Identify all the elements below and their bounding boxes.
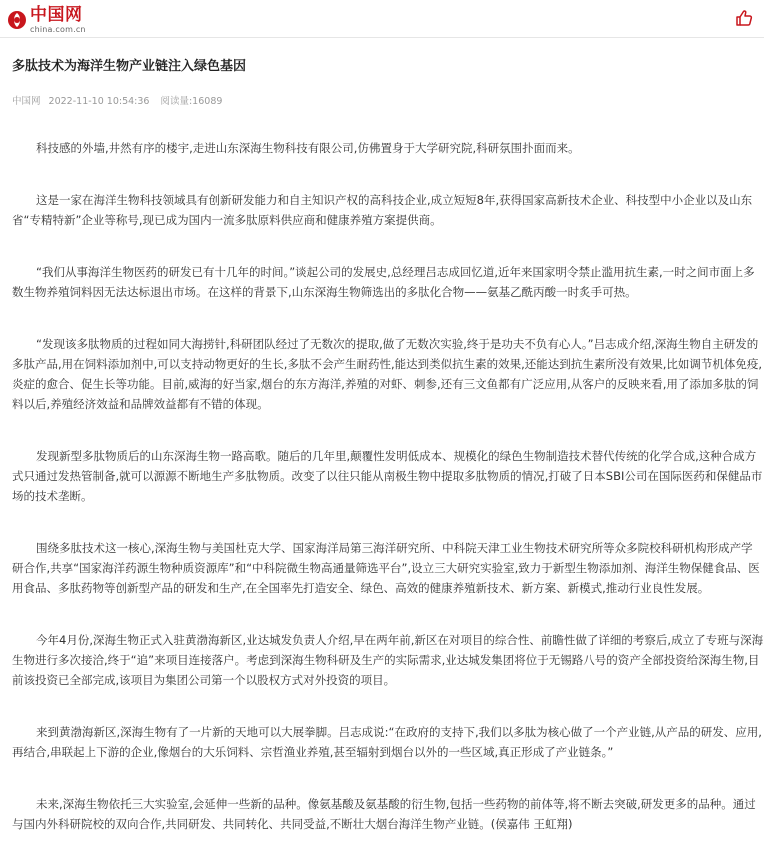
paragraph: “我们从事海洋生物医药的研发已有十几年的时间。”谈起公司的发展史,总经理吕志成回忆道,近年来国家明令禁止滥用抗生素,一时之间市面上多数生物养殖饲料因无法达标退出市场。在这样的背景下,山东深海生物筛选出的多肽化合物——氨基乙酰丙酸一时炙手可热。 [12,265,755,299]
article-datetime: 2022-11-10 10:54:36 [48,96,150,107]
paragraph: 发现新型多肽物质后的山东深海生物一路高歌。随后的几年里,颠覆性发明低成本、规模化的绿色生物制造技术替代传统的化学合成,这种合成方式只通过发热管制备,就可以源源不断地生产多肽物质。改变了以往只能从南极生物中提取多肽物质的情况,打破了日本SBI公司在国际医药和保健品市场的技术垄断。 [12,449,763,503]
logo-wordmark: 中国网 [30,4,83,25]
paragraph: 未来,深海生物依托三大实验室,会延伸一些新的品种。像氨基酸及氨基酸的衍生物,包括一些药物的前体等,将不断去突破,研发更多的品种。通过与国内外科研院校的双向合作,共同研发、共同转化、共同受益,不断壮大烟台海洋生物产业链。(侯嘉伟 王虹翔) [12,797,756,831]
article-title: 多肽技术为海洋生物产业链注入绿色基因 [12,59,247,74]
paragraph: 来到黄渤海新区,深海生物有了一片新的天地可以大展拳脚。吕志成说:“在政府的支持下,我们以多肽为核心做了一个产业链,从产品的研发、应用,再结合,串联起上下游的企业,像烟台的大乐饲料、宗哲渔业养殖,甚至辐射到烟台以外的一些区域,真正形成了产业链条。” [12,725,762,759]
article-body [12,138,764,866]
read-count: 阅读量:16089 [160,96,223,107]
thumbs-up-icon [734,8,754,28]
paragraph: “发现该多肽物质的过程如同大海捞针,科研团队经过了无数次的提取,做了无数次实验,终于是功夫不负有心人。”吕志成介绍,深海生物自主研发的多肽产品,用在饲料添加剂中,可以支持动物更好的生长,多肽不会产生耐药性,能达到类似抗生素的效果,还能达到抗生素所没有效果,比如调节机体免疫,炎症的愈合、促生长等功能。目前,威海的好当家,烟台的东方海洋,养殖的对虾、刺参,还有三文鱼都有广泛应用,从客户的反映来看,用了添加多肽的饲料以后,养殖经济效益和品牌效益都有不错的体现。 [12,337,763,411]
like-button[interactable] [734,8,754,28]
logo-domain: china.com.cn [30,24,86,34]
paragraph: 科技感的外墙,井然有序的楼宇,走进山东深海生物科技有限公司,仿佛置身于大学研究院,科研氛围扑面而来。 [36,141,580,155]
logo-icon [7,10,27,30]
article-meta [12,93,227,107]
paragraph: 这是一家在海洋生物科技领域具有创新研发能力和自主知识产权的高科技企业,成立短短8年,获得国家高新技术企业、科技型中小企业以及山东省“专精特新”企业等称号,现已成为国内一流多肽原料供应商和健康养殖方案提供商。 [12,193,753,227]
paragraph: 今年4月份,深海生物正式入驻黄渤海新区,业达城发负责人介绍,早在两年前,新区在对项目的综合性、前瞻性做了详细的考察后,成立了专班与深海生物进行多次接洽,终于“追”来项目连接落户。考虑到深海生物科研及生产的实际需求,业达城发集团将位于无锡路八号的资产全部投资给深海生物,目前该投资已全部完成,该项目为集团公司第一个以股权方式对外投资的项目。 [12,633,764,687]
site-logo[interactable] [7,6,86,34]
article-source: 中国网 [12,96,41,107]
top-bar [0,0,764,38]
paragraph: 围绕多肽技术这一核心,深海生物与美国杜克大学、国家海洋局第三海洋研究所、中科院天津工业生物技术研究所等众多院校科研机构形成产学研合作,共享“国家海洋药源生物种质资源库”和“中科院微生物高通量筛选平台”,设立三大研究实验室,致力于新型生物添加剂、海洋生物保健食品、医用食品、多肽药物等创新型产品的研发和生产,在全国率先打造安全、绿色、高效的健康养殖新技术、新方案、新模式,推动行业良性发展。 [12,541,760,595]
